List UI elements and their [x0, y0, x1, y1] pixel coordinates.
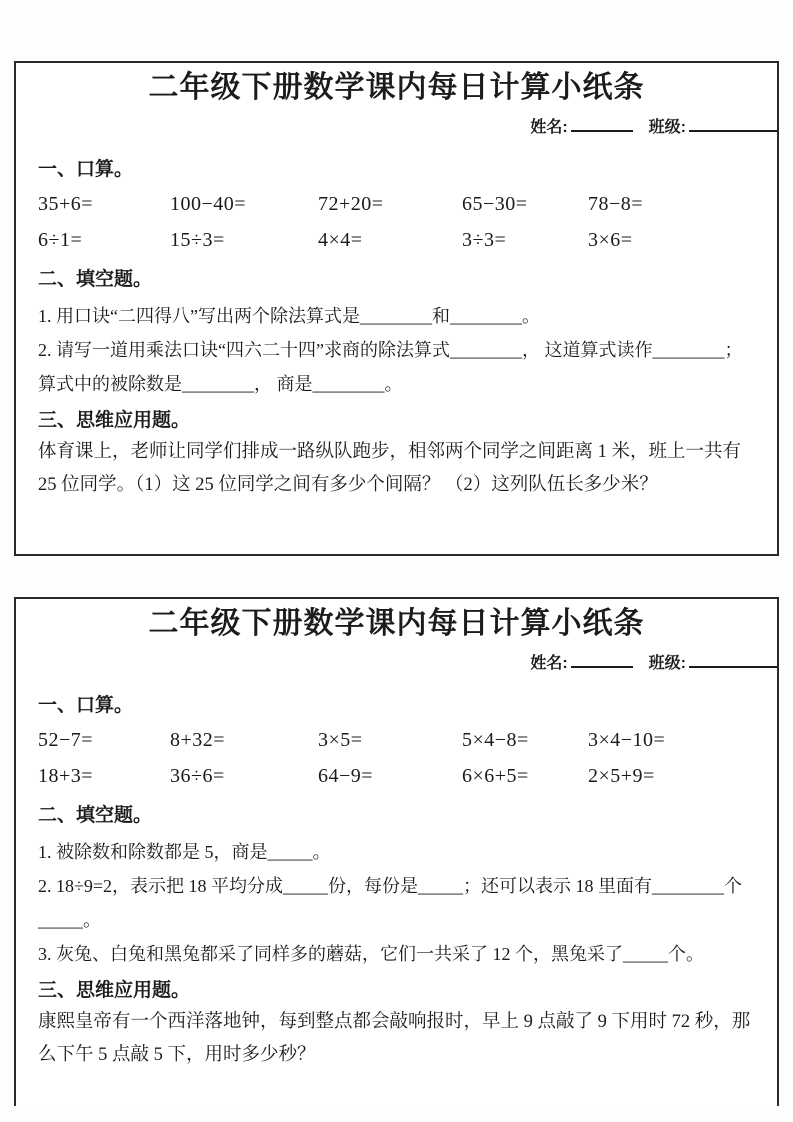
section-heading-fill: 二、填空题。 [38, 269, 153, 290]
oral-problem: 6÷1= [38, 229, 83, 251]
oral-problem: 65−30= [462, 193, 528, 215]
oral-problem: 3×6= [588, 229, 633, 251]
oral-problem: 15÷3= [170, 229, 225, 251]
word-problem: 康熙皇帝有一个西洋落地钟，每到整点都会敲响报时，早上 9 点敲了 9 下用时 72 秒，那么下午 5 点敲 5 下，用时多少秒？ [38, 1012, 751, 1065]
oral-problem: 8+32= [170, 729, 226, 751]
section-heading-fill: 二、填空题。 [38, 805, 153, 826]
oral-problem: 5×4−8= [462, 729, 529, 751]
oral-problem: 3×5= [318, 729, 363, 751]
class-blank-line [689, 116, 777, 132]
worksheet-title: 二年级下册数学课内每日计算小纸条 [148, 71, 645, 104]
name-blank-line [571, 652, 633, 668]
oral-problem: 3×4−10= [588, 729, 666, 751]
fill-item: 1. 被除数和除数都是 5，商是_____。 [38, 842, 331, 862]
name-class-row [38, 652, 755, 674]
oral-problem: 100−40= [170, 193, 247, 215]
worksheet-title: 二年级下册数学课内每日计算小纸条 [148, 607, 645, 640]
oral-problem: 3÷3= [462, 229, 507, 251]
oral-problem: 2×5+9= [588, 765, 655, 787]
name-class-row [38, 116, 755, 138]
oral-problem: 64−9= [318, 765, 374, 787]
oral-problem: 35+6= [38, 193, 94, 215]
worksheet-card-2 [14, 597, 779, 1106]
class-field-label: 班级: [648, 655, 686, 672]
oral-row [38, 763, 755, 790]
fill-item: 3. 灰兔、白兔和黑兔都采了同样多的蘑菇，它们一共采了 12 个，黑兔采了_____个。 [38, 944, 704, 964]
section-heading-apply: 三、思维应用题。 [38, 410, 191, 431]
word-problem: 体育课上，老师让同学们排成一路纵队跑步，相邻两个同学之间距离 1 米，班上一共有 25 位同学。（1）这 25 位同学之间有多少个间隔？ （2）这列队伍长多少米？ [38, 442, 742, 495]
oral-problem: 72+20= [318, 193, 384, 215]
section-heading-oral: 一、口算。 [38, 159, 134, 180]
name-field-label: 姓名: [530, 655, 568, 672]
section-heading-apply: 三、思维应用题。 [38, 980, 191, 1001]
oral-problem: 52−7= [38, 729, 94, 751]
oral-row [38, 727, 755, 754]
oral-row [38, 191, 755, 218]
fill-item: 2. 请写一道用乘法口诀“四六二十四”求商的除法算式________， 这道算式读作________； 算式中的被除数是________， 商是________。 [38, 340, 743, 394]
oral-problem: 4×4= [318, 229, 363, 251]
class-field-label: 班级: [648, 119, 686, 136]
name-blank-line [571, 116, 633, 132]
oral-row [38, 227, 755, 254]
oral-problem: 6×6+5= [462, 765, 529, 787]
class-blank-line [689, 652, 777, 668]
oral-problem: 78−8= [588, 193, 644, 215]
fill-item: 1. 用口诀“二四得八”写出两个除法算式是________和________。 [38, 306, 540, 326]
worksheet-card-1 [14, 61, 779, 556]
section-heading-oral: 一、口算。 [38, 695, 134, 716]
oral-problem: 18+3= [38, 765, 94, 787]
name-field-label: 姓名: [530, 119, 568, 136]
oral-problem: 36÷6= [170, 765, 225, 787]
fill-item: 2. 18÷9=2，表示把 18 平均分成_____份，每份是_____；还可以表示 18 里面有________个_____。 [38, 876, 743, 930]
